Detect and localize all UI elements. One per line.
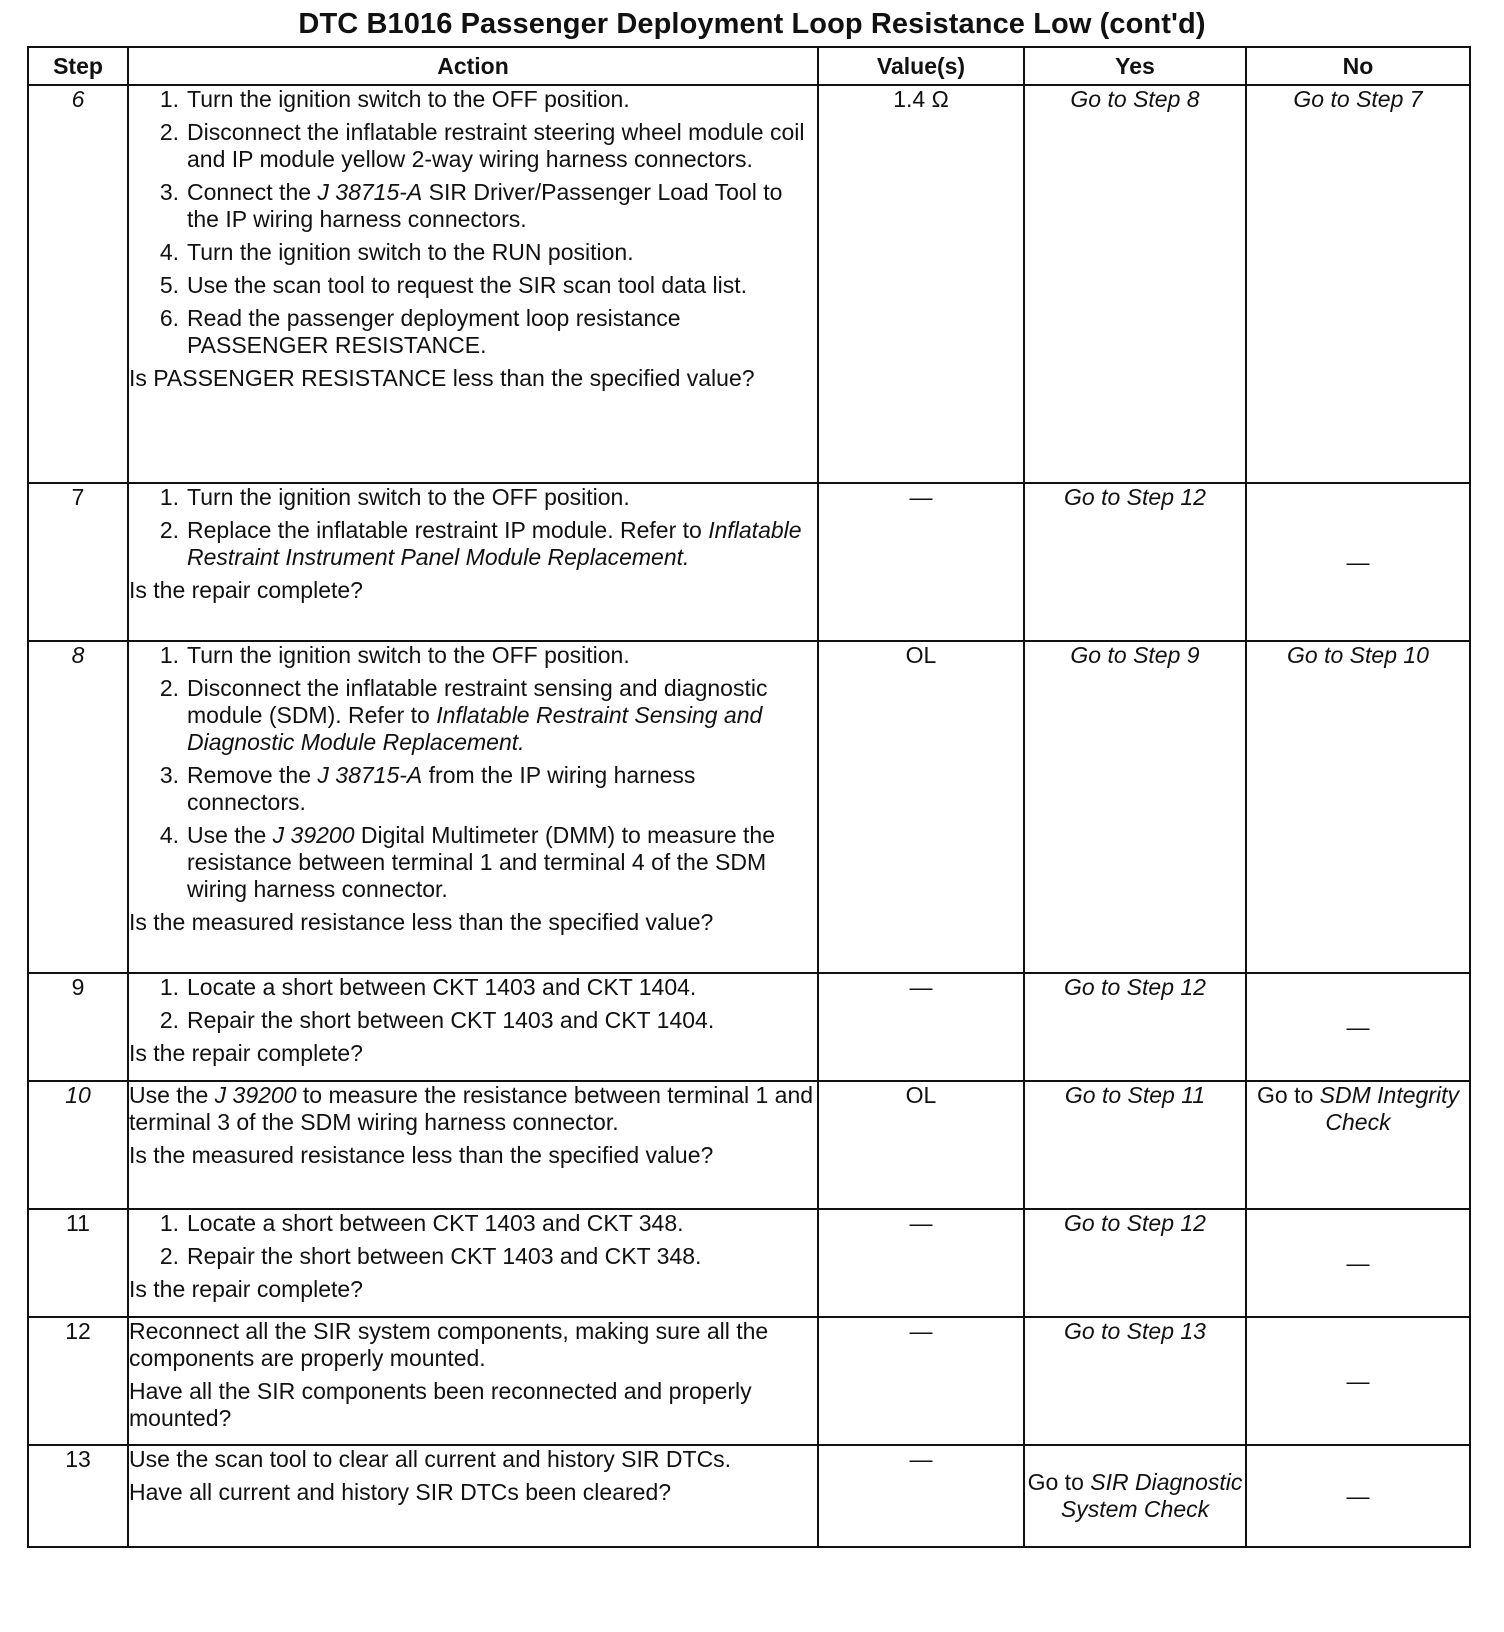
tool-reference: J 38715-A: [317, 762, 423, 788]
question-text: Have all current and history SIR DTCs been cleared?: [129, 1479, 672, 1505]
action-text: Use the J 39200 to measure the resistance between terminal 1 and terminal 3 of the SDM wiring harness connector.: [129, 1082, 814, 1135]
yes-cell: Go to Step 12: [1024, 973, 1246, 1081]
no-cell: —: [1246, 1317, 1470, 1445]
yes-cell: Go to Step 8: [1024, 85, 1246, 483]
no-cell: —: [1246, 483, 1470, 641]
reference-link: Inflatable Restraint Instrument Panel Module Replacement.: [187, 517, 802, 570]
step-number: 8: [28, 641, 128, 973]
question-text: Is the repair complete?: [129, 577, 363, 603]
value-cell: —: [818, 1445, 1024, 1547]
header-values: Value(s): [818, 47, 1024, 85]
table-row-step-6: [28, 85, 1470, 483]
value-cell: —: [818, 1317, 1024, 1445]
list-item: 3. Connect the J 38715-A SIR Driver/Passenger Load Tool to the IP wiring harness connectors.: [159, 179, 783, 232]
step-number: 6: [28, 85, 128, 483]
step-number: 13: [28, 1445, 128, 1547]
table-row-step-7: [28, 483, 1470, 641]
page-title: DTC B1016 Passenger Deployment Loop Resistance Low (cont'd): [298, 8, 1206, 40]
action-cell: [128, 1317, 818, 1445]
action-text: Reconnect all the SIR system components, making sure all the components are properly mounted.: [129, 1318, 769, 1371]
list-item: 2. Disconnect the inflatable restraint steering wheel module coil and IP module yellow 2-way wiring harness connectors.: [159, 119, 805, 172]
value-cell: —: [818, 483, 1024, 641]
yes-cell: Go to Step 13: [1024, 1317, 1246, 1445]
value-cell: —: [818, 973, 1024, 1081]
list-item: 1. Turn the ignition switch to the OFF position.: [159, 484, 630, 510]
action-cell: [128, 483, 818, 641]
action-text: Use the scan tool to clear all current and history SIR DTCs.: [129, 1446, 732, 1472]
question-text: Is the repair complete?: [129, 1040, 363, 1066]
list-item: 4. Use the J 39200 Digital Multimeter (DMM) to measure the resistance between terminal 1 and terminal 4 of the SDM wiring harness connector.: [159, 822, 776, 902]
header-step: Step: [28, 47, 128, 85]
no-cell: Go to Step 7: [1246, 85, 1470, 483]
question-text: Is the repair complete?: [129, 1276, 363, 1302]
diagnostic-table: [27, 46, 1471, 1548]
list-item: 1. Turn the ignition switch to the OFF position.: [159, 642, 630, 668]
table-row-step-9: [28, 973, 1470, 1081]
tool-reference: J 38715-A: [317, 179, 423, 205]
table-row-step-11: [28, 1209, 1470, 1317]
tool-reference: J 39200: [272, 822, 355, 848]
no-cell: —: [1246, 1445, 1470, 1547]
list-item: 1. Turn the ignition switch to the OFF position.: [159, 86, 630, 112]
list-item: 3. Remove the J 38715-A from the IP wiring harness connectors.: [159, 762, 696, 815]
action-cell: [128, 1081, 818, 1209]
header-row: [28, 47, 1470, 85]
list-item: 2. Disconnect the inflatable restraint sensing and diagnostic module (SDM). Refer to Inflatable Restraint Sensing and Diagnostic Module Replacement.: [159, 675, 768, 755]
value-cell: —: [818, 1209, 1024, 1317]
list-item: 6. Read the passenger deployment loop resistance PASSENGER RESISTANCE.: [159, 305, 681, 358]
question-text: Have all the SIR components been reconnected and properly mounted?: [129, 1378, 752, 1431]
action-cell: [128, 1209, 818, 1317]
header-no: No: [1246, 47, 1470, 85]
reference-link: SIR Diagnostic System Check: [1060, 1469, 1243, 1522]
list-item: 2. Repair the short between CKT 1403 and CKT 348.: [159, 1243, 702, 1269]
value-cell: OL: [818, 641, 1024, 973]
action-cell: [128, 973, 818, 1081]
no-cell: Go to Step 10: [1246, 641, 1470, 973]
no-cell: —: [1246, 973, 1470, 1081]
no-cell: —: [1246, 1209, 1470, 1317]
step-number: 12: [28, 1317, 128, 1445]
yes-cell: Go to Step 11: [1024, 1081, 1246, 1209]
action-cell: [128, 85, 818, 483]
question-text: Is the measured resistance less than the specified value?: [129, 1142, 714, 1168]
list-item: 1. Locate a short between CKT 1403 and CKT 348.: [159, 1210, 684, 1236]
list-item: 5. Use the scan tool to request the SIR scan tool data list.: [159, 272, 747, 298]
action-cell: [128, 1445, 818, 1547]
header-yes: Yes: [1024, 47, 1246, 85]
yes-cell: Go to Step 12: [1024, 483, 1246, 641]
list-item: 2. Replace the inflatable restraint IP module. Refer to Inflatable Restraint Instrument Panel Module Replacement.: [159, 517, 802, 570]
yes-cell: Go to Step 12: [1024, 1209, 1246, 1317]
list-item: 4. Turn the ignition switch to the RUN position.: [159, 239, 634, 265]
table-row-step-10: [28, 1081, 1470, 1209]
reference-link: SDM Integrity Check: [1319, 1082, 1459, 1135]
step-number: 7: [28, 483, 128, 641]
list-item: 1. Locate a short between CKT 1403 and CKT 1404.: [159, 974, 697, 1000]
question-text: Is the measured resistance less than the specified value?: [129, 909, 714, 935]
step-number: 9: [28, 973, 128, 1081]
table-row-step-12: [28, 1317, 1470, 1445]
value-cell: 1.4 Ω: [818, 85, 1024, 483]
table-row-step-8: [28, 641, 1470, 973]
action-cell: [128, 641, 818, 973]
step-number: 10: [28, 1081, 128, 1209]
reference-link: Inflatable Restraint Sensing and Diagnostic Module Replacement.: [187, 702, 763, 755]
yes-cell: Go to SIR Diagnostic System Check: [1024, 1445, 1246, 1547]
question-text: Is PASSENGER RESISTANCE less than the specified value?: [129, 365, 755, 391]
tool-reference: J 39200: [214, 1082, 297, 1108]
yes-cell: Go to Step 9: [1024, 641, 1246, 973]
value-cell: OL: [818, 1081, 1024, 1209]
table-row-step-13: [28, 1445, 1470, 1547]
no-cell: Go to SDM Integrity Check: [1246, 1081, 1470, 1209]
list-item: 2. Repair the short between CKT 1403 and CKT 1404.: [159, 1007, 715, 1033]
header-action: Action: [128, 47, 818, 85]
step-number: 11: [28, 1209, 128, 1317]
